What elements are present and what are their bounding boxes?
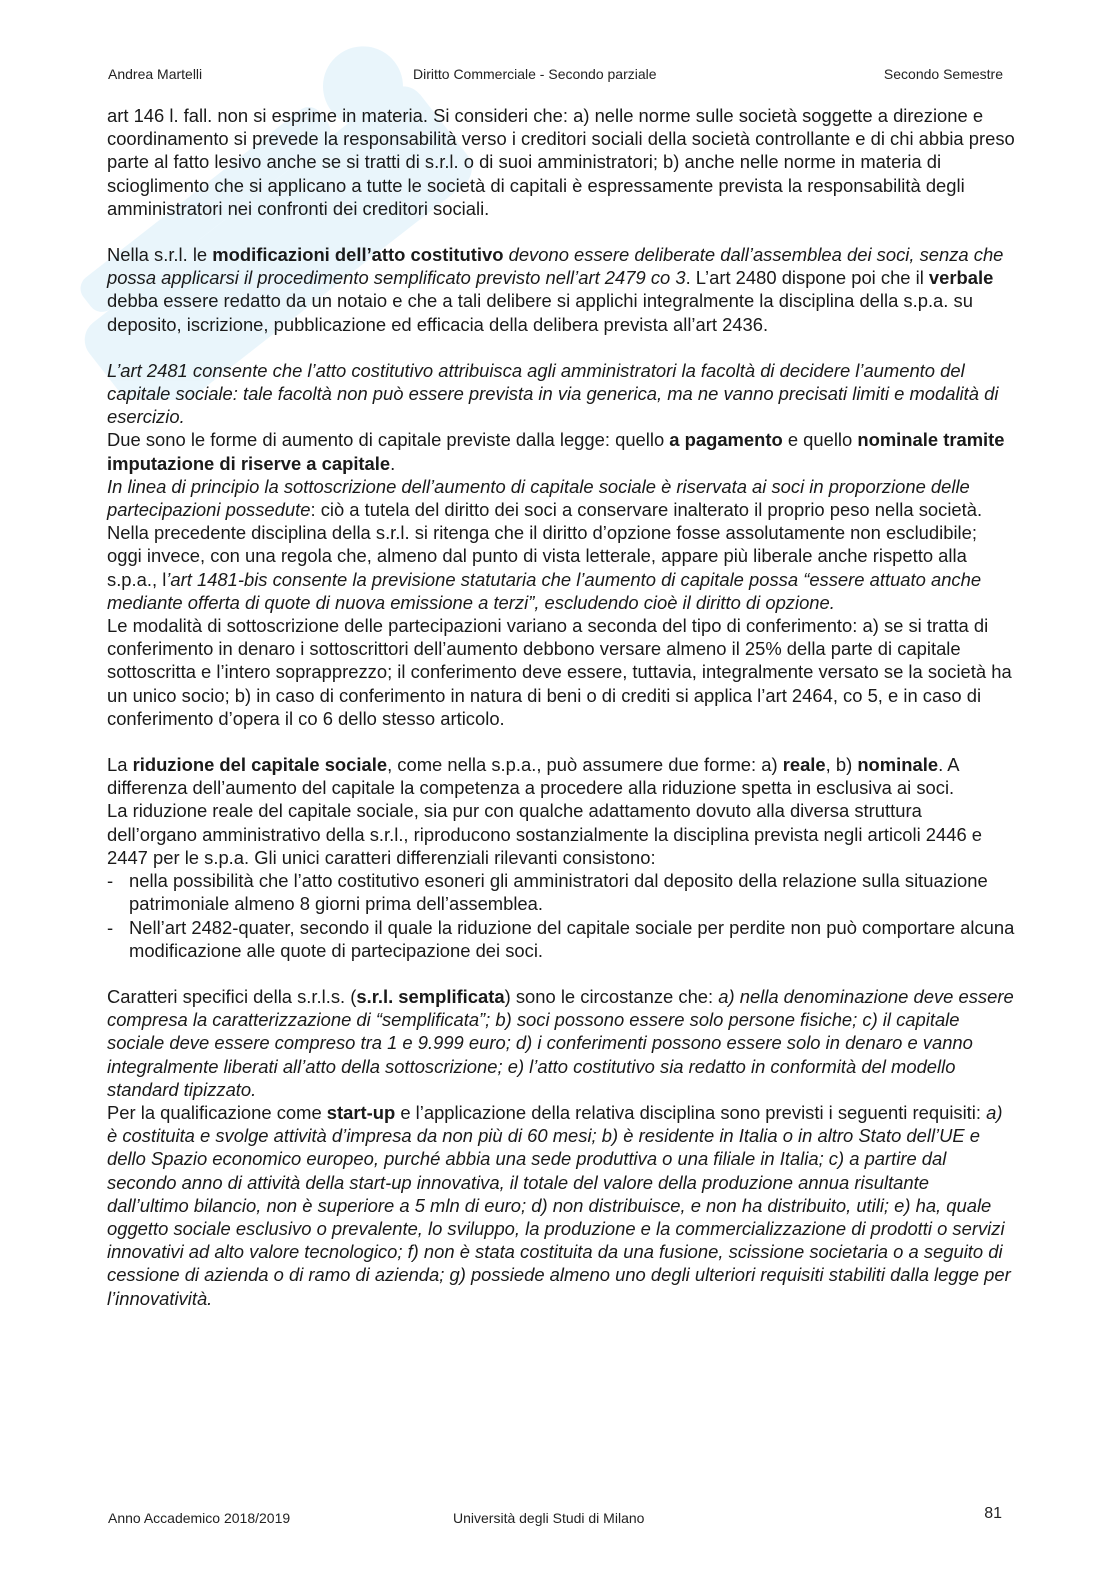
bold-run: riduzione del capitale sociale xyxy=(132,754,388,776)
italic-run: a) nella denominazione deve essere compresa la caratterizzazione di “semplificata”; b) soci possono essere solo persone fisiche; c) il capitale sociale deve essere compreso tra 1 e 9.999 euro; d) i conferimenti possono essere solo in denaro e vanno integralmente liberati all’atto della sottoscrizione; e) l’atto costitutivo sia redatto in conformità del modello standard tipizzato. xyxy=(107,985,1014,1100)
bold-run: start-up xyxy=(326,1101,396,1123)
bold-run: nominale xyxy=(857,754,939,776)
paragraph xyxy=(107,753,1015,799)
paragraph xyxy=(107,985,1015,1101)
text-run: Per la qualificazione come xyxy=(107,1101,327,1123)
text-run: debba essere redatto da un notaio e che a tali delibere si applichi integralmente la disciplina della s.p.a. su deposito, iscrizione, pubblicazione ed efficacia della delibera prevista all’art 2436. xyxy=(107,290,973,335)
paragraph xyxy=(107,475,1015,614)
italic-run: In linea di principio la sottoscrizione dell’aumento di capitale sociale è riservata ai soci in proporzione delle partecipazioni possedute xyxy=(107,475,970,521)
text-run: La riduzione reale del capitale sociale, sia pur con qualche adattamento dovuto alla diversa struttura dell’organo amministrativo della s.r.l., riproducono sostanzialmente la disciplina prevista negli articoli 2446 e 2447 per le s.p.a. Gli unici caratteri differenziali rilevanti consistono: xyxy=(107,800,983,868)
bold-run: verbale xyxy=(928,267,994,289)
text-run: e l’applicazione della relativa disciplina sono previsti i seguenti requisiti: xyxy=(395,1101,987,1123)
paragraph xyxy=(107,799,1015,869)
paragraph xyxy=(107,104,1015,220)
bold-run: s.r.l. semplificata xyxy=(356,985,505,1007)
text-run: ) sono le circostanze che: xyxy=(504,985,719,1007)
text-run: . L’art 2480 dispone poi che il xyxy=(685,267,929,289)
page-number: 81 xyxy=(984,1505,1002,1522)
text-run: Le modalità di sottoscrizione delle partecipazioni variano a seconda del tipo di conferimento: a) se si tratta di conferimento in denaro i sottoscrittori dell’aumento debbono versare almeno il 25% della parte di capitale sottoscritta e l’intero soprapprezzo; il conferimento deve essere, tuttavia, integralmente versato se la società ha un unico socio; b) in caso di conferimento in natura di beni o di crediti si applica l’art 2464, co 5, e in caso di conferimento d’opera il co 6 dello stesso articolo. xyxy=(107,615,1012,729)
italic-run: devono essere deliberate dall’assemblea dei soci, senza che possa applicarsi il procedimento semplificato previsto nell’art 2479 co 3 xyxy=(107,244,1004,289)
bold-run: nominale tramite imputazione di riserve a capitale xyxy=(107,429,1005,474)
text-run: . A differenza dell’aumento del capitale la competenza a procedere alla riduzione spetta in esclusiva ai soci. xyxy=(107,754,959,799)
header-author: Andrea Martelli xyxy=(108,66,203,82)
text-run: . xyxy=(390,452,396,474)
list-item: - nella possibilità che l’atto costitutivo esoneri gli amministratori dal deposito della relazione sulla situazione patrimoniale almeno 8 giorni prima dell’assemblea. xyxy=(107,869,1015,915)
page-body xyxy=(107,104,1015,1310)
italic-run: a) è costituita e svolge attività d’impresa da non più di 60 mesi; b) è residente in Italia o in altro Stato dell’UE e dello Spazio economico europeo, purché abbia una sede produttiva o una filiale in Italia; c) a partire dal secondo anno di attività della start-up innovativa, il totale del valore della produzione annua risultante dall’ultimo bilancio, non è superiore a 5 mln di euro; d) non distribuisce, e non ha distribuito, utili; e) ha, quale oggetto sociale esclusivo o prevalente, lo sviluppo, la produzione e la commercializzazione di prodotti o servizi innovativi ad alto valore tecnologico; f) non è stata costituita da una fusione, scissione societaria o a seguito di cessione di azienda o di ramo di azienda; g) possiede almeno uno degli ulteriori requisiti stabiliti dalla legge per l’innovatività. xyxy=(107,1101,1011,1309)
paragraph xyxy=(107,243,1015,336)
text-run: art 146 l. fall. non si esprime in materia. Si consideri che: a) nelle norme sulle società soggette a direzione e coordinamento si prevede la responsabilità verso i creditori sociali della società controllante e di chi abbia preso parte al fatto lesivo anche se si tratti di s.r.l. o di suoi amministratori; b) anche nelle norme in materia di scioglimento che si applicano a tutte le società di capitali è espressamente prevista la responsabilità degli amministratori nei confronti dei creditori sociali. xyxy=(107,105,1015,219)
paragraph xyxy=(107,359,1015,429)
text-run: , come nella s.p.a., può assumere due forme: a) xyxy=(387,754,783,776)
dash-list xyxy=(107,869,1015,962)
text-run: Caratteri specifici della s.r.l.s. ( xyxy=(107,985,357,1007)
text-run: Nella s.r.l. le xyxy=(107,244,213,266)
italic-run: ’art 1481-bis consente la previsione statutaria che l’aumento di capitale possa “essere attuato anche mediante offerta di quote di nuova emissione a terzi”, escludendo cioè il diritto di opzione. xyxy=(107,568,982,613)
text-run: , b) xyxy=(825,754,858,776)
text-run: e quello xyxy=(782,429,858,451)
header-semester: Secondo Semestre xyxy=(883,66,1003,82)
paragraph xyxy=(107,428,1015,474)
text-run: La xyxy=(107,754,133,776)
paragraph xyxy=(107,1101,1015,1310)
italic-run: L’art 2481 consente che l’atto costitutivo attribuisca agli amministratori la facoltà di decidere l’aumento del capitale sociale: tale facoltà non può essere prevista in via generica, ma ne vanno precisati limiti e modalità di esercizio. xyxy=(107,359,999,428)
footer-academic-year: Anno Accademico 2018/2019 xyxy=(108,1510,291,1526)
bold-run: modificazioni dell’atto costitutivo xyxy=(212,244,504,266)
header-course: Diritto Commerciale - Secondo parziale xyxy=(413,66,657,82)
bold-run: reale xyxy=(782,754,826,776)
footer-university: Università degli Studi di Milano xyxy=(453,1510,645,1526)
text-run: Due sono le forme di aumento di capitale previste dalla legge: quello xyxy=(107,429,670,451)
bold-run: a pagamento xyxy=(669,429,783,451)
list-item: - Nell’art 2482-quater, secondo il quale la riduzione del capitale sociale per perdite non può comportare alcuna modificazione alle quote di partecipazione dei soci. xyxy=(107,916,1015,962)
paragraph xyxy=(107,614,1015,730)
text-run: : ciò a tutela del diritto dei soci a conservare inalterato il proprio peso nella società. Nella precedente disciplina della s.r.l. si ritenga che il diritto d’opzione fosse assolutamente non escludibile; oggi invece, con una regola che, almeno dal punto di vista letterale, appare più liberale anche rispetto alla s.p.a., l xyxy=(107,499,983,590)
